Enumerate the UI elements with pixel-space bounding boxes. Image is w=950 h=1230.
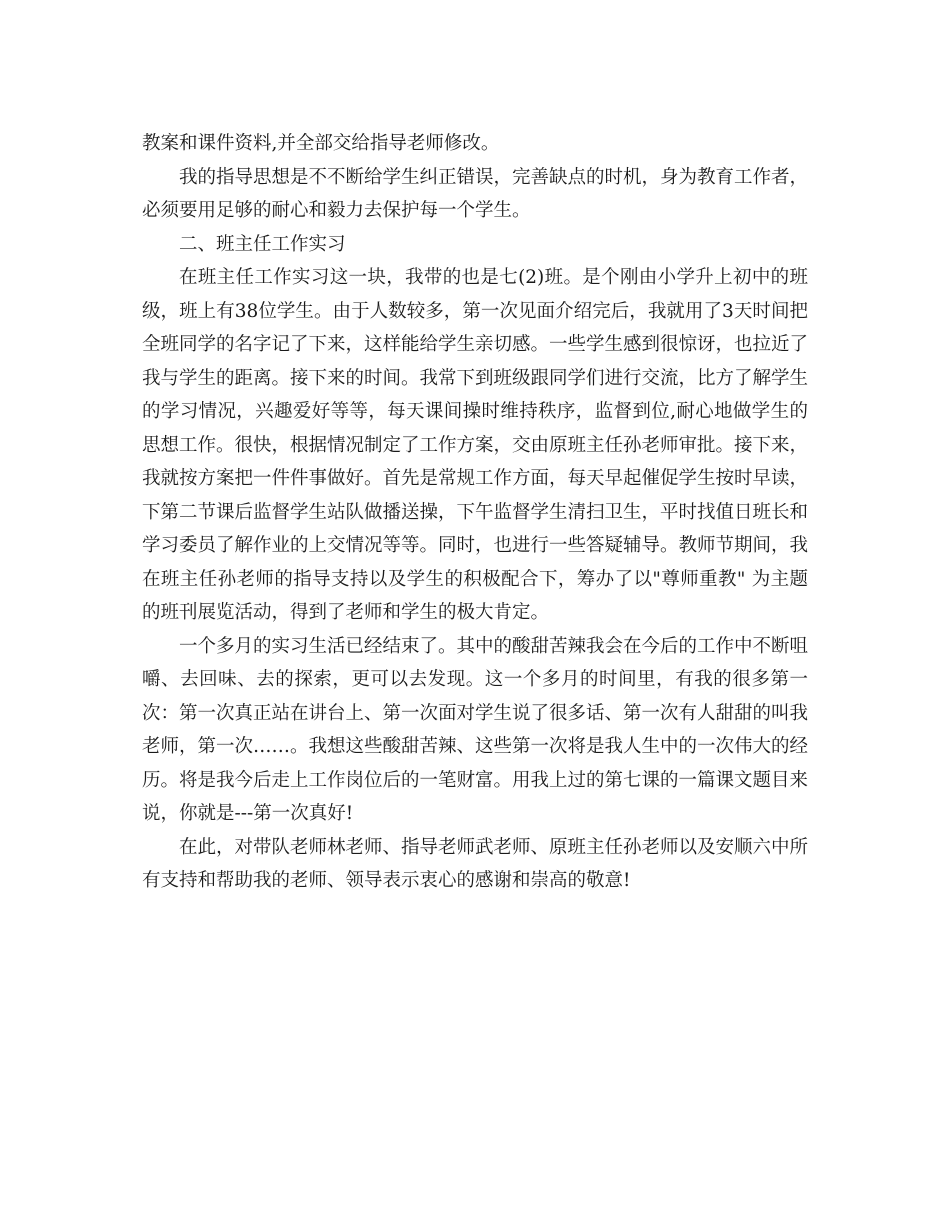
paragraph-acknowledgement: 在此，对带队老师林老师、指导老师武老师、原班主任孙老师以及安顺六中所有支持和帮助我的老师、领导表示衷心的感谢和崇高的敬意! (142, 836, 809, 891)
paragraph-guiding-philosophy: 我的指导思想是不不断给学生纠正错误，完善缺点的时机，身为教育工作者，必须要用足够的耐心和毅力去保护每一个学生。 (142, 166, 809, 221)
paragraph-continued: 教案和课件资料,并全部交给指导老师修改。 (142, 133, 500, 154)
section-heading-homeroom: 二、班主任工作实习 (179, 233, 346, 255)
paragraph-homeroom-internship: 在班主任工作实习这一块，我带的也是七(2)班。是个刚由小学升上初中的班级，班上有38位学生。由于人数较多，第一次见面介绍完后，我就用了3天时间把全班同学的名字记了下来，这样能给学生亲切感。一些学生感到很惊讶，也拉近了我与学生的距离。接下来的时间。我常下到班级跟同学们进行交流，比方了解学生的学习情况，兴趣爱好等等，每天课间操时维持秩序，监督到位,耐心地做学生的思想工作。很快，根据情况制定了工作方案，交由原班主任孙老师审批。接下来，我就按方案把一件件事做好。首先是常规工作方面，每天早起催促学生按时早读，下第二节课后监督学生站队做播送操，下午监督学生清扫卫生，平时找值日班长和学习委员了解作业的上交情况等等。同时，也进行一些答疑辅导。教师节期间，我在班主任孙老师的指导支持以及学生的积极配合下，筹办了以"尊师重教" 为主题的班刊展览活动，得到了老师和学生的极大肯定。 (142, 267, 809, 623)
paragraph-reflection: 一个多月的实习生活已经结束了。其中的酸甜苦辣我会在今后的工作中不断咀嚼、去回味、去的探索，更可以去发现。这一个多月的时间里，有我的很多第一次：第一次真正站在讲台上、第一次面对学生说了很多话、第一次有人甜甜的叫我老师，第一次……。我想这些酸甜苦辣、这些第一次将是我人生中的一次伟大的经历。将是我今后走上工作岗位后的一笔财富。用我上过的第七课的一篇课文题目来说，你就是---第一次真好! (142, 635, 809, 824)
document-body (142, 127, 808, 898)
